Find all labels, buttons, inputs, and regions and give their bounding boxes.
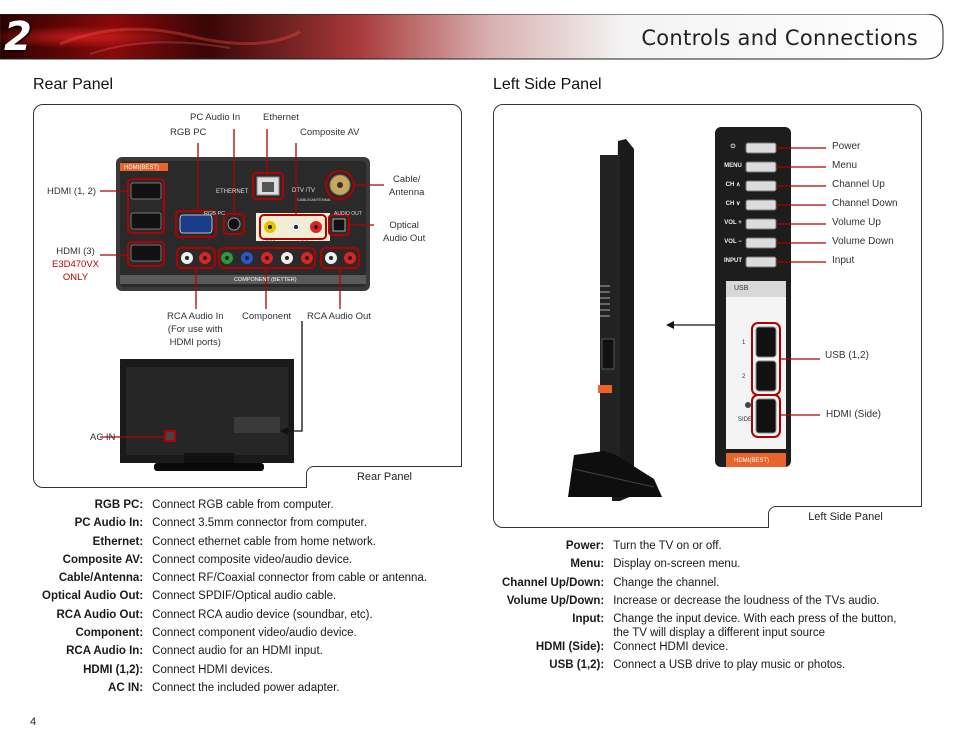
chapter-number: 2 (4, 14, 32, 60)
panel-print-hdmi-best: HDMI(BEST) (124, 165, 159, 171)
description-text: Connect HDMI devices. (152, 663, 273, 676)
description-term: USB (1,2): (549, 659, 605, 672)
description-text: Connect the included power adapter. (152, 681, 340, 694)
label-cable-antenna-line-2: Antenna (389, 187, 425, 198)
label-rgb-pc: RGB PC (170, 127, 207, 138)
description-term: HDMI (Side): (535, 641, 605, 654)
label-optical-line-2: Audio Out (383, 233, 426, 244)
description-term: RCA Audio In: (66, 645, 144, 658)
label-composite-av: Composite AV (300, 127, 360, 138)
description-term: Volume Up/Down: (506, 594, 605, 607)
side-button-label: Input (832, 255, 855, 266)
panel-print-usb-1: 1 (742, 340, 746, 346)
rear-panel-caption: Rear Panel (306, 466, 462, 488)
description-text: Connect SPDIF/Optical audio cable. (152, 590, 337, 603)
side-button-print: VOL − (724, 239, 742, 245)
description-row (502, 539, 902, 557)
description-row (502, 640, 902, 658)
description-text: Connect component video/audio device. (152, 627, 357, 640)
panel-print-usb: USB (734, 285, 749, 292)
left-side-panel-caption: Left Side Panel (768, 506, 922, 528)
label-cable-antenna (389, 173, 424, 199)
side-button-label: Channel Up (832, 179, 885, 190)
description-row (42, 516, 427, 534)
description-row (42, 626, 427, 644)
page-number: 4 (30, 716, 37, 728)
description-term: Component: (75, 627, 144, 640)
description-row (502, 612, 902, 640)
panel-print-dtv-tv: DTV /TV (292, 188, 316, 194)
description-term: Power: (565, 540, 605, 552)
description-text: Display on-screen menu. (613, 558, 741, 571)
side-button-print: ⏻ (730, 144, 736, 150)
panel-print-component-better: COMPONENT (BETTER) (234, 277, 297, 283)
side-button-print-column (720, 141, 746, 274)
rear-panel-figure (33, 104, 462, 488)
label-rca-audio-out: RCA Audio Out (307, 311, 371, 322)
side-button-label: Volume Up (832, 217, 881, 228)
label-rca-in-line-3: HDMI ports) (169, 337, 221, 348)
label-optical-line-1: Optical (389, 220, 419, 231)
label-cable-antenna-line-1: Cable/ (392, 174, 421, 185)
description-row (42, 553, 427, 571)
description-row (42, 571, 427, 589)
left-side-panel-figure (493, 104, 922, 528)
side-button-label: Power (832, 141, 861, 152)
description-row (502, 658, 902, 676)
description-term: Input: (572, 613, 605, 626)
description-text: Increase or decrease the loudness of the TVs audio. (613, 594, 880, 607)
label-rca-audio-in (167, 310, 224, 349)
description-row (502, 557, 902, 575)
description-text: Connect audio for an HDMI input. (152, 645, 323, 658)
rear-panel-descriptions (42, 498, 427, 699)
description-term: Channel Up/Down: (502, 576, 605, 589)
description-row (42, 608, 427, 626)
description-term: Composite AV: (62, 553, 144, 566)
side-button-print: CH ∨ (725, 201, 741, 207)
label-hdmi-3-model-line-2: ONLY (62, 272, 89, 283)
description-row (42, 589, 427, 607)
label-ethernet: Ethernet (263, 112, 299, 123)
side-button-label: Volume Down (832, 236, 894, 247)
description-row (42, 535, 427, 553)
panel-print-usb-2: 2 (742, 374, 746, 380)
label-hdmi-1-2: HDMI (1, 2) (47, 186, 97, 197)
description-text: Connect ethernet cable from home network. (152, 535, 376, 548)
description-row (42, 498, 427, 516)
panel-print-rgb-pc: RGB PC (204, 211, 226, 217)
side-button-print: VOL + (724, 220, 742, 226)
description-text: Connect RF/Coaxial connector from cable or antenna. (152, 572, 428, 585)
description-row (42, 681, 427, 699)
label-component: Component (242, 311, 292, 322)
description-term: Cable/Antenna: (58, 572, 144, 585)
label-ac-in: AC IN (90, 432, 116, 443)
description-term: PC Audio In: (74, 517, 144, 530)
description-text: Change the input device. With each press of the button, the TV will display a different input source (613, 613, 897, 640)
rear-connector-panel-illustration (34, 105, 461, 487)
side-button-print: INPUT (724, 258, 742, 264)
label-optical-audio-out (383, 219, 425, 245)
description-term: AC IN: (108, 681, 144, 694)
rear-panel-heading: Rear Panel (33, 76, 114, 93)
panel-print-side: SIDE (738, 417, 753, 423)
description-term: HDMI (1,2): (83, 663, 144, 676)
label-hdmi-3-model-line-1: E3D470VX (52, 259, 100, 270)
panel-print-audio: AUDIO (296, 239, 309, 244)
label-hdmi-3 (52, 245, 99, 284)
label-hdmi-3-title: HDMI (3) (56, 246, 95, 257)
label-rca-in-line-1: RCA Audio In (167, 311, 224, 322)
description-text: Connect HDMI device. (613, 641, 729, 654)
panel-print-video: VIDEO (263, 239, 276, 244)
panel-print-side-hdmi-best: HDMI(BEST) (734, 458, 769, 464)
side-button-label: Menu (832, 160, 858, 171)
label-rca-in-line-2: (For use with (167, 324, 223, 335)
description-text: Connect a USB drive to play music or photos. (613, 659, 846, 672)
description-text: Connect 3.5mm connector from computer. (152, 517, 367, 530)
side-button-label-column (832, 140, 898, 273)
panel-print-audio-out: AUDIO OUT (334, 211, 362, 217)
description-text: Connect RGB cable from computer. (152, 499, 334, 511)
section-title: Controls and Connections (641, 26, 918, 50)
description-text: Connect RCA audio device (soundbar, etc). (152, 608, 373, 621)
panel-print-cable-antenna: CABLE/ANTENNA (297, 197, 331, 202)
description-term: RCA Audio Out: (56, 608, 144, 621)
description-text: Turn the TV on or off. (613, 540, 722, 552)
description-term: RGB PC: (94, 499, 144, 511)
description-term: Ethernet: (92, 535, 144, 548)
description-row (502, 576, 902, 594)
description-text: Change the channel. (613, 576, 720, 589)
label-pc-audio-in: PC Audio In (190, 112, 241, 123)
panel-print-ethernet: ETHERNET (216, 189, 249, 195)
description-row (502, 594, 902, 612)
side-button-print: CH ∧ (725, 182, 741, 188)
description-row (42, 644, 427, 662)
description-term: Menu: (570, 558, 605, 571)
side-button-label: Channel Down (832, 198, 898, 209)
left-side-panel-descriptions (502, 539, 902, 677)
side-button-print: MENU (724, 163, 742, 169)
label-hdmi-side: HDMI (Side) (826, 409, 882, 420)
description-text: Connect composite video/audio device. (152, 553, 353, 566)
label-usb-1-2: USB (1,2) (825, 350, 869, 361)
description-term: Optical Audio Out: (42, 590, 144, 603)
description-row (42, 663, 427, 681)
left-side-panel-heading: Left Side Panel (493, 76, 602, 93)
